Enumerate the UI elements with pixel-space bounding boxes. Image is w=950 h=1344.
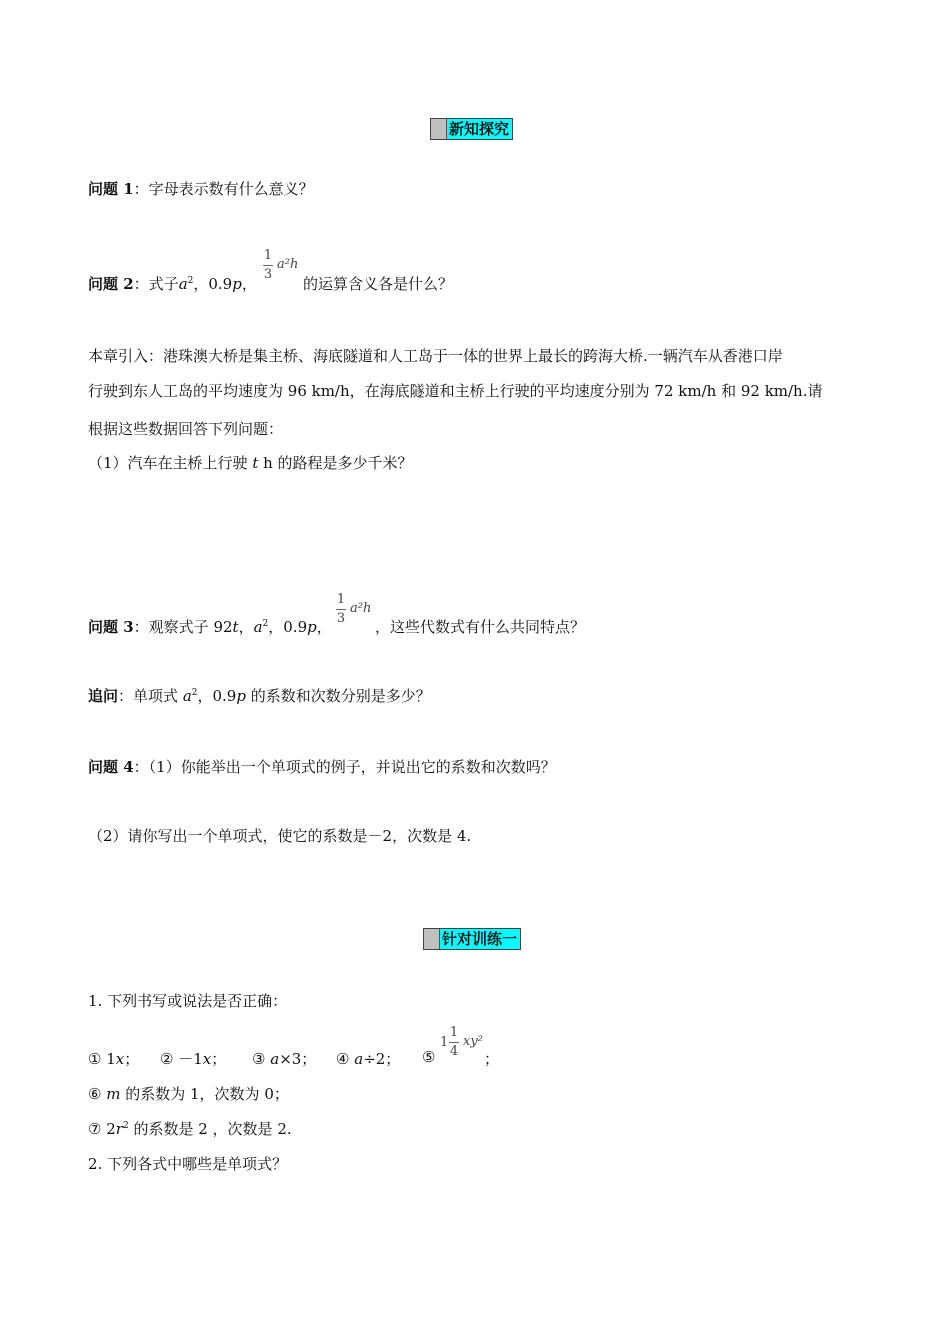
var-a: a xyxy=(182,687,192,705)
exercise-1-item-5-marker: ⑤ xyxy=(422,1048,436,1066)
exponent: 2 xyxy=(262,619,269,629)
fraction-bar xyxy=(263,265,273,266)
text-segment: ， xyxy=(238,618,254,636)
fraction-numerator: 1 xyxy=(336,592,346,607)
text-segment: ÷2； xyxy=(363,1050,401,1068)
text-segment: 2 xyxy=(106,1120,116,1138)
var-x: x xyxy=(115,1050,125,1068)
fraction-denominator: 4 xyxy=(449,1044,459,1059)
var-t: t xyxy=(252,454,259,472)
text-segment: －1 xyxy=(178,1050,203,1068)
fraction-numerator: 1 xyxy=(449,1025,459,1040)
text-segment: ； xyxy=(124,1050,140,1068)
intro-subquestion-1 xyxy=(88,452,413,473)
question-text: ：字母表示数有什么意义？ xyxy=(133,180,314,198)
exercise-1-item-2 xyxy=(160,1048,226,1069)
question-label: 问题 2 xyxy=(88,275,134,293)
var-p: p xyxy=(236,687,246,705)
item-marker: ③ xyxy=(252,1050,266,1068)
var-a: a xyxy=(270,1050,280,1068)
question-4-part-2: （2）请你写出一个单项式，使它的系数是－2，次数是 4. xyxy=(88,827,472,845)
text-segment: ； xyxy=(211,1050,227,1068)
text-segment: 的系数和次数分别是多少？ xyxy=(250,687,431,705)
intro-line-3: 根据这些数据回答下列问题： xyxy=(88,420,284,438)
exercise-1-item-6 xyxy=(88,1083,289,1104)
var-t: t xyxy=(232,618,239,636)
var-m: m xyxy=(106,1085,121,1103)
intro-line-2: 行驶到东人工岛的平均速度为 96 km/h，在海底隧道和主桥上行驶的平均速度分别为 72 km/h 和 92 km/h.请 xyxy=(88,382,823,400)
mixed-whole: 1 xyxy=(440,1035,449,1050)
var-r: r xyxy=(115,1120,123,1138)
fraction-tail: a²h xyxy=(277,257,299,272)
text-segment: ，0.9 xyxy=(193,275,233,293)
var-a: a xyxy=(354,1050,364,1068)
text-segment: ， xyxy=(241,275,257,293)
section-banner-new-knowledge xyxy=(430,118,513,140)
question-4 xyxy=(88,756,556,777)
text-segment: ， xyxy=(316,618,332,636)
exercise-1-items xyxy=(88,1048,139,1069)
question-2-tail: 的运算含义各是什么？ xyxy=(303,275,454,293)
banner-marker xyxy=(431,119,447,139)
fraction-tail: xy² xyxy=(463,1034,483,1049)
question-label: 问题 1 xyxy=(88,180,134,198)
fraction-denominator: 3 xyxy=(263,267,273,282)
item-marker: ⑥ xyxy=(88,1085,102,1103)
question-label: 问题 3 xyxy=(88,618,134,636)
item-marker: ① xyxy=(88,1050,102,1068)
banner-marker xyxy=(424,929,440,949)
exercise-1-item-4 xyxy=(336,1048,400,1069)
fraction-numerator: 1 xyxy=(263,248,273,263)
exercise-1-item-5-end: ； xyxy=(484,1050,500,1068)
text-segment: （1）汽车在主桥上行驶 xyxy=(88,454,248,472)
text-segment: h 的路程是多少千米？ xyxy=(258,454,413,472)
text-segment: 1 xyxy=(106,1050,116,1068)
question-text: ：（1）你能举出一个单项式的例子，并说出它的系数和次数吗？ xyxy=(133,758,556,776)
text-segment: ，0.9 xyxy=(268,618,308,636)
question-3-tail: ，这些代数式有什么共同特点？ xyxy=(375,618,586,636)
var-x: x xyxy=(202,1050,212,1068)
exercise-1-stem: 1. 下列书写或说法是否正确： xyxy=(88,992,288,1010)
section-title: 新知探究 xyxy=(449,120,510,138)
fraction-bar xyxy=(449,1042,459,1043)
exercise-1-item-3 xyxy=(252,1048,316,1069)
text-segment: 的系数是 2 ，次数是 2. xyxy=(133,1120,292,1138)
item-marker: ④ xyxy=(336,1050,350,1068)
intro-line-1: 本章引入：港珠澳大桥是集主桥、海底隧道和人工岛于一体的世界上最长的跨海大桥.一辆汽车从香港口岸 xyxy=(88,347,783,365)
fraction-bar xyxy=(336,609,346,610)
section-title: 针对训练一 xyxy=(442,930,518,948)
var-a: a xyxy=(178,275,188,293)
text-segment: ：观察式子 92 xyxy=(133,618,233,636)
text-segment: 的系数为 1，次数为 0； xyxy=(125,1085,289,1103)
text-segment: ：式子 xyxy=(133,275,179,293)
item-marker: ② xyxy=(160,1050,174,1068)
exponent: 2 xyxy=(191,688,198,698)
exponent: 2 xyxy=(122,1121,129,1131)
text-segment: ：单项式 xyxy=(118,687,179,705)
question-2 xyxy=(88,273,257,294)
question-label: 问题 4 xyxy=(88,758,134,776)
fraction-tail: a²h xyxy=(350,601,372,616)
exponent: 2 xyxy=(187,276,194,286)
exercise-2-stem: 2. 下列各式中哪些是单项式？ xyxy=(88,1155,288,1173)
follow-up-question xyxy=(88,685,431,706)
var-p: p xyxy=(232,275,242,293)
question-1 xyxy=(88,178,314,199)
var-p: p xyxy=(307,618,317,636)
fraction-denominator: 3 xyxy=(336,611,346,626)
exercise-1-item-7 xyxy=(88,1118,292,1139)
question-3 xyxy=(88,616,332,637)
text-segment: ×3； xyxy=(279,1050,317,1068)
question-label: 追问 xyxy=(88,687,119,705)
item-marker: ⑦ xyxy=(88,1120,102,1138)
section-banner-practice-1 xyxy=(423,928,521,950)
var-a: a xyxy=(253,618,263,636)
text-segment: ，0.9 xyxy=(197,687,237,705)
